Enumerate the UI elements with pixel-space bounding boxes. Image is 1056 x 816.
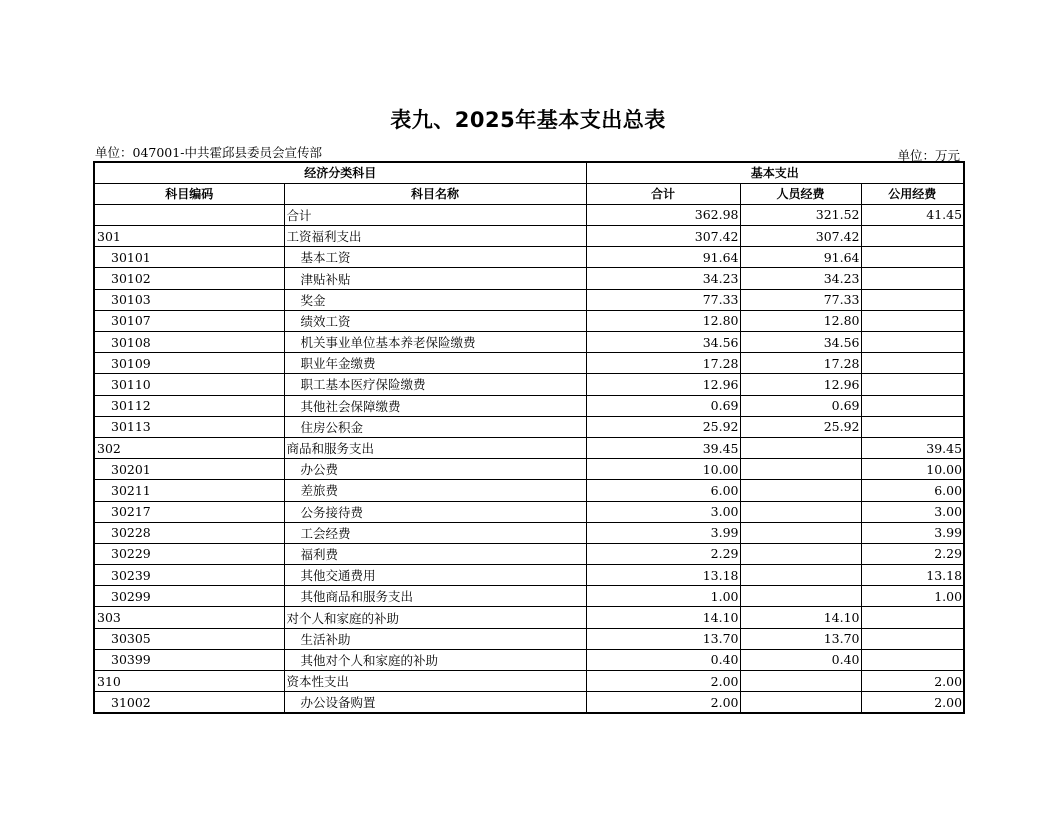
cell-personnel: [740, 586, 861, 607]
cell-public: 39.45: [861, 437, 964, 458]
cell-code: 30113: [94, 416, 284, 437]
header-total: 合计: [586, 183, 740, 204]
cell-public: [861, 332, 964, 353]
cell-code: 30107: [94, 310, 284, 331]
table-row: [94, 289, 964, 310]
cell-total: 0.40: [586, 649, 740, 670]
header-public: 公用经费: [861, 183, 964, 204]
cell-total: 17.28: [586, 353, 740, 374]
cell-public: [861, 353, 964, 374]
cell-name: 福利费: [284, 543, 586, 564]
table-row: [94, 416, 964, 437]
table-row: [94, 459, 964, 480]
cell-total: 39.45: [586, 437, 740, 458]
header-basic-expenditure: 基本支出: [586, 162, 964, 183]
cell-total: 13.18: [586, 565, 740, 586]
cell-personnel: [740, 543, 861, 564]
cell-total: 34.23: [586, 268, 740, 289]
cell-name: 资本性支出: [284, 671, 586, 692]
table-row: [94, 586, 964, 607]
cell-total: 77.33: [586, 289, 740, 310]
cell-name: 合计: [284, 204, 586, 225]
cell-code: 30101: [94, 247, 284, 268]
table-row: [94, 310, 964, 331]
cell-personnel: [740, 692, 861, 713]
table-row: [94, 332, 964, 353]
cell-total: 3.00: [586, 501, 740, 522]
table-row: [94, 395, 964, 416]
cell-total: 0.69: [586, 395, 740, 416]
cell-public: [861, 649, 964, 670]
expenditure-table: [93, 161, 965, 714]
table-row: [94, 649, 964, 670]
cell-personnel: [740, 522, 861, 543]
table-row: [94, 692, 964, 713]
header-code: 科目编码: [94, 183, 284, 204]
cell-name: 工资福利支出: [284, 226, 586, 247]
cell-code: 30110: [94, 374, 284, 395]
header-personnel: 人员经费: [740, 183, 861, 204]
cell-public: [861, 268, 964, 289]
cell-code: 30112: [94, 395, 284, 416]
cell-total: 14.10: [586, 607, 740, 628]
cell-name: 其他交通费用: [284, 565, 586, 586]
table-row: [94, 480, 964, 501]
cell-code: 30229: [94, 543, 284, 564]
cell-public: [861, 310, 964, 331]
cell-total: 362.98: [586, 204, 740, 225]
cell-code: 30211: [94, 480, 284, 501]
cell-personnel: 91.64: [740, 247, 861, 268]
table-row: [94, 628, 964, 649]
cell-name: 绩效工资: [284, 310, 586, 331]
cell-personnel: 34.23: [740, 268, 861, 289]
cell-code: 30239: [94, 565, 284, 586]
cell-total: 12.80: [586, 310, 740, 331]
cell-public: 2.00: [861, 692, 964, 713]
cell-total: 3.99: [586, 522, 740, 543]
table-row: [94, 437, 964, 458]
header-economic-classification: 经济分类科目: [94, 162, 586, 183]
cell-personnel: 34.56: [740, 332, 861, 353]
table-row: [94, 268, 964, 289]
cell-public: 3.00: [861, 501, 964, 522]
table-row: [94, 374, 964, 395]
cell-name: 对个人和家庭的补助: [284, 607, 586, 628]
cell-public: 13.18: [861, 565, 964, 586]
table-row: [94, 671, 964, 692]
cell-personnel: [740, 437, 861, 458]
cell-personnel: [740, 671, 861, 692]
cell-personnel: [740, 501, 861, 522]
cell-total: 2.00: [586, 692, 740, 713]
cell-code: 30201: [94, 459, 284, 480]
cell-public: 6.00: [861, 480, 964, 501]
cell-code: 30102: [94, 268, 284, 289]
cell-name: 商品和服务支出: [284, 437, 586, 458]
cell-personnel: 12.96: [740, 374, 861, 395]
cell-code: 30109: [94, 353, 284, 374]
cell-public: [861, 289, 964, 310]
cell-total: 307.42: [586, 226, 740, 247]
cell-code: 30399: [94, 649, 284, 670]
table-row: [94, 501, 964, 522]
cell-personnel: 321.52: [740, 204, 861, 225]
cell-code: [94, 204, 284, 225]
cell-code: 301: [94, 226, 284, 247]
cell-total: 25.92: [586, 416, 740, 437]
cell-code: 310: [94, 671, 284, 692]
cell-public: [861, 395, 964, 416]
cell-total: 13.70: [586, 628, 740, 649]
table-row: [94, 607, 964, 628]
table-row: [94, 543, 964, 564]
cell-public: 3.99: [861, 522, 964, 543]
page-title: 表九、2025年基本支出总表: [390, 108, 666, 132]
cell-name: 办公费: [284, 459, 586, 480]
cell-total: 2.29: [586, 543, 740, 564]
cell-name: 工会经费: [284, 522, 586, 543]
cell-code: 30228: [94, 522, 284, 543]
unit-label-left: 单位：047001-中共霍邱县委员会宣传部: [95, 145, 322, 160]
cell-name: 其他社会保障缴费: [284, 395, 586, 416]
cell-code: 30305: [94, 628, 284, 649]
header-name: 科目名称: [284, 183, 586, 204]
cell-public: 10.00: [861, 459, 964, 480]
cell-total: 6.00: [586, 480, 740, 501]
cell-public: [861, 416, 964, 437]
table-row: [94, 226, 964, 247]
cell-public: 2.29: [861, 543, 964, 564]
table-row: [94, 247, 964, 268]
cell-name: 办公设备购置: [284, 692, 586, 713]
table-row: [94, 353, 964, 374]
table-row: [94, 565, 964, 586]
cell-total: 1.00: [586, 586, 740, 607]
cell-code: 30217: [94, 501, 284, 522]
cell-public: [861, 226, 964, 247]
cell-name: 奖金: [284, 289, 586, 310]
cell-personnel: 17.28: [740, 353, 861, 374]
cell-name: 其他商品和服务支出: [284, 586, 586, 607]
cell-personnel: 13.70: [740, 628, 861, 649]
cell-public: 1.00: [861, 586, 964, 607]
cell-personnel: [740, 480, 861, 501]
table-body: [94, 204, 964, 713]
cell-code: 303: [94, 607, 284, 628]
cell-total: 91.64: [586, 247, 740, 268]
cell-name: 生活补助: [284, 628, 586, 649]
cell-personnel: 0.40: [740, 649, 861, 670]
cell-code: 31002: [94, 692, 284, 713]
cell-code: 30108: [94, 332, 284, 353]
cell-personnel: [740, 565, 861, 586]
table-row: [94, 522, 964, 543]
cell-personnel: 25.92: [740, 416, 861, 437]
cell-name: 公务接待费: [284, 501, 586, 522]
cell-total: 2.00: [586, 671, 740, 692]
cell-name: 津贴补贴: [284, 268, 586, 289]
cell-code: 30299: [94, 586, 284, 607]
cell-personnel: 12.80: [740, 310, 861, 331]
cell-code: 302: [94, 437, 284, 458]
cell-name: 职业年金缴费: [284, 353, 586, 374]
unit-label-right: 单位：万元: [897, 148, 960, 163]
cell-total: 34.56: [586, 332, 740, 353]
cell-personnel: 0.69: [740, 395, 861, 416]
cell-personnel: 14.10: [740, 607, 861, 628]
cell-personnel: 307.42: [740, 226, 861, 247]
cell-personnel: 77.33: [740, 289, 861, 310]
cell-total: 12.96: [586, 374, 740, 395]
cell-name: 机关事业单位基本养老保险缴费: [284, 332, 586, 353]
cell-total: 10.00: [586, 459, 740, 480]
cell-public: [861, 374, 964, 395]
cell-name: 差旅费: [284, 480, 586, 501]
cell-name: 住房公积金: [284, 416, 586, 437]
cell-public: [861, 607, 964, 628]
table-row: [94, 204, 964, 225]
cell-personnel: [740, 459, 861, 480]
cell-name: 基本工资: [284, 247, 586, 268]
cell-code: 30103: [94, 289, 284, 310]
cell-name: 职工基本医疗保险缴费: [284, 374, 586, 395]
cell-name: 其他对个人和家庭的补助: [284, 649, 586, 670]
cell-public: 41.45: [861, 204, 964, 225]
cell-public: 2.00: [861, 671, 964, 692]
cell-public: [861, 247, 964, 268]
cell-public: [861, 628, 964, 649]
